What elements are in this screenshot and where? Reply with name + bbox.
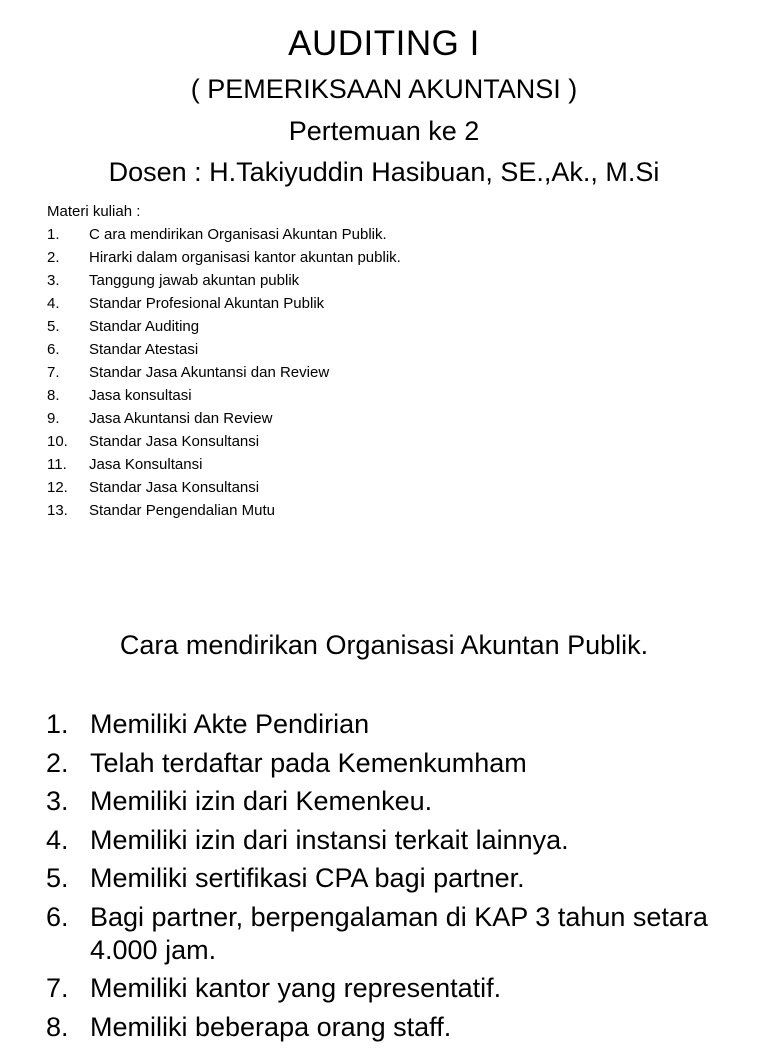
list-item xyxy=(47,430,401,453)
list-item-text: Bagi partner, berpengalaman di KAP 3 tahun setara 4.000 jam. xyxy=(90,901,708,965)
list-item-number: 2. xyxy=(46,747,69,778)
list-item xyxy=(47,292,401,315)
list-item-text: Jasa Akuntansi dan Review xyxy=(89,410,273,427)
list-item-text: Telah terdaftar pada Kemenkumham xyxy=(90,747,527,778)
list-item-text: Memiliki beberapa orang staff. xyxy=(90,1011,452,1042)
list-item-text: Jasa konsultasi xyxy=(89,387,192,404)
list-item-number: 5. xyxy=(47,318,60,335)
list-item-number: 8. xyxy=(47,387,60,404)
list-item xyxy=(46,972,746,1005)
list-item-text: Memiliki sertifikasi CPA bagi partner. xyxy=(90,863,525,893)
list-item xyxy=(47,453,401,476)
list-item xyxy=(47,499,401,522)
list-item-text: Memiliki kantor yang representatif. xyxy=(90,973,502,1003)
materi-section xyxy=(47,200,401,522)
list-item-number: 13. xyxy=(47,502,68,519)
list-item-text: Hirarki dalam organisasi kantor akuntan publik. xyxy=(89,249,401,266)
list-item xyxy=(47,384,401,407)
page-subtitle: ( PEMERIKSAAN AKUNTANSI ) xyxy=(190,74,578,104)
list-item-number: 7. xyxy=(46,973,69,1003)
list-item-text: Memiliki izin dari Kemenkeu. xyxy=(90,786,433,816)
list-item xyxy=(47,223,401,246)
list-item-number: 1. xyxy=(46,709,69,739)
list-item-text: Standar Jasa Konsultansi xyxy=(89,479,260,496)
list-item xyxy=(47,361,401,384)
list-item xyxy=(46,862,746,895)
list-item xyxy=(47,407,401,430)
list-item xyxy=(46,901,746,967)
list-item-number: 6. xyxy=(46,901,69,932)
list-item-number: 5. xyxy=(46,863,69,893)
list-item xyxy=(47,269,401,292)
list-item xyxy=(46,1011,746,1044)
list-item-text: Standar Atestasi xyxy=(89,341,199,358)
list-item-number: 1. xyxy=(47,226,60,243)
list-item xyxy=(47,338,401,361)
list-item-number: 10. xyxy=(47,433,68,450)
lecturer-name: Dosen : H.Takiyuddin Hasibuan, SE.,Ak., M.Si xyxy=(108,157,660,187)
page-title: AUDITING I xyxy=(288,24,480,63)
list-item-number: 2. xyxy=(47,249,60,266)
list-item-text: Standar Pengendalian Mutu xyxy=(89,502,275,519)
list-item-number: 9. xyxy=(47,410,60,427)
list-item xyxy=(46,708,746,741)
section-title: Cara mendirikan Organisasi Akuntan Publik. xyxy=(119,630,649,660)
list-item xyxy=(47,246,401,269)
meeting-number: Pertemuan ke 2 xyxy=(288,116,480,146)
list-item-text: Standar Profesional Akuntan Publik xyxy=(89,295,325,312)
list-item-number: 7. xyxy=(47,364,60,381)
list-item xyxy=(47,315,401,338)
list-item xyxy=(47,476,401,499)
steps-list xyxy=(46,708,746,1049)
list-item-text: Standar Auditing xyxy=(89,318,200,335)
list-item-number: 12. xyxy=(47,479,68,496)
list-item-number: 3. xyxy=(46,786,69,816)
list-item-text: Standar Jasa Konsultansi xyxy=(89,433,260,450)
list-item-text: Memiliki izin dari instansi terkait lainnya. xyxy=(90,824,569,855)
list-item-number: 4. xyxy=(46,824,69,855)
list-item-text: Tanggung jawab akuntan publik xyxy=(89,272,300,289)
list-item-text: C ara mendirikan Organisasi Akuntan Publik. xyxy=(89,226,387,243)
list-item-number: 11. xyxy=(47,456,67,473)
list-item xyxy=(46,747,746,780)
materi-list xyxy=(47,223,401,522)
list-item-number: 4. xyxy=(47,295,60,312)
list-item xyxy=(46,785,746,818)
list-item-text: Jasa Konsultansi xyxy=(89,456,203,473)
list-item-number: 3. xyxy=(47,272,60,289)
list-item xyxy=(46,824,746,857)
list-item-text: Memiliki Akte Pendirian xyxy=(90,709,370,739)
materi-heading: Materi kuliah : xyxy=(47,203,141,220)
list-item-text: Standar Jasa Akuntansi dan Review xyxy=(89,364,330,381)
list-item-number: 8. xyxy=(46,1011,69,1042)
list-item-number: 6. xyxy=(47,341,60,358)
